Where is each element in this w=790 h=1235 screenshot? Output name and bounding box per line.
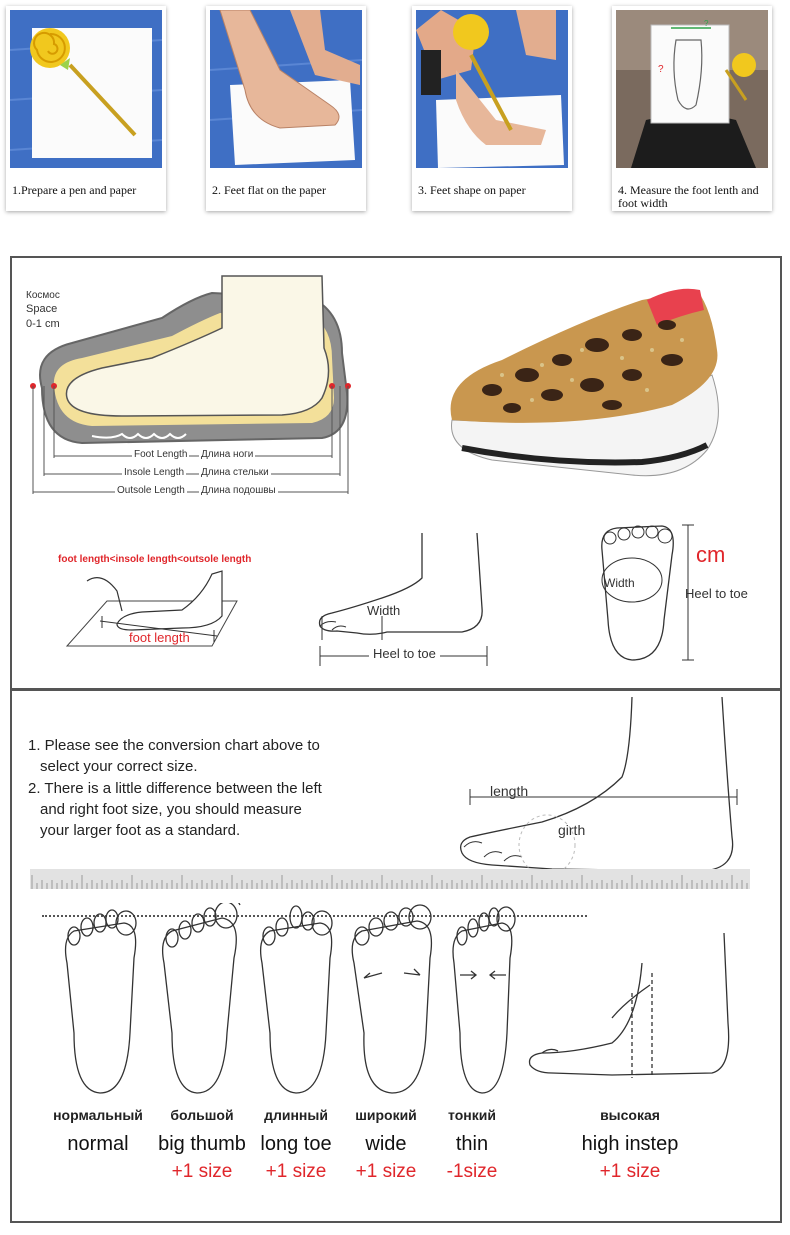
wide-foot-outline xyxy=(352,905,431,1093)
foot-type-en: thin xyxy=(455,1133,489,1155)
instruction-line-2c: your larger foot as a standard. xyxy=(40,822,241,839)
instruction-line-1b: select your correct size. xyxy=(40,758,198,775)
svg-text:?: ? xyxy=(704,19,709,28)
step-photo-1 xyxy=(10,10,162,168)
step-card-3 xyxy=(412,6,572,211)
step-card-4 xyxy=(612,6,772,211)
foot-type-en: wide xyxy=(365,1133,407,1155)
foot-length-label-en: Foot Length xyxy=(134,449,188,460)
width-label-top: Width xyxy=(604,576,635,590)
foot-type-thin xyxy=(412,1107,532,1187)
step-caption-3: 3. Feet shape on paper xyxy=(418,183,526,197)
high-instep-foot-outline xyxy=(530,933,729,1078)
step-caption-1: 1.Prepare a pen and paper xyxy=(12,183,137,197)
step-caption-2: 2. Feet flat on the paper xyxy=(212,183,326,197)
space-label-en: Space xyxy=(26,303,58,315)
long-toe-foot-outline xyxy=(261,903,332,1093)
foot-type-en: high instep xyxy=(581,1133,679,1155)
size-adjustment: -1size xyxy=(446,1161,498,1182)
instruction-line-2b: and right foot size, you should measure xyxy=(40,801,302,818)
size-adjustment: +1 size xyxy=(265,1161,327,1182)
size-adjustment: +1 size xyxy=(599,1161,661,1182)
length-comparison-note: foot length<insole length<outsole length xyxy=(58,554,252,565)
step-photo-3 xyxy=(416,10,568,168)
outsole-length-label-ru: Длина подошвы xyxy=(201,485,276,496)
foot-type-ru: длинный xyxy=(264,1107,328,1123)
svg-text:?: ? xyxy=(658,64,664,75)
foot-type-high-instep xyxy=(560,1107,700,1187)
shoe-cross-section-diagram xyxy=(12,258,372,508)
size-adjustment xyxy=(38,1161,158,1187)
ruler-bar xyxy=(30,869,750,891)
width-label-side: Width xyxy=(367,603,401,618)
foot-type-normal xyxy=(38,1107,158,1187)
big-thumb-foot-outline xyxy=(163,903,240,1093)
foot-type-en: big thumb xyxy=(158,1133,246,1155)
girth-label: girth xyxy=(558,822,586,838)
unit-cm-label: cm xyxy=(696,542,726,567)
insole-length-label-en: Insole Length xyxy=(124,467,185,478)
step-card-2 xyxy=(206,6,366,211)
foot-length-label-ru: Длина ноги xyxy=(201,449,254,460)
thin-foot-outline xyxy=(453,907,515,1093)
insole-length-label-ru: Длина стельки xyxy=(201,467,269,478)
foot-type-en: normal xyxy=(67,1133,129,1155)
step-card-1 xyxy=(6,6,166,211)
foot-type-ru: высокая xyxy=(600,1107,660,1123)
instruction-line-1a: 1. Please see the conversion chart above to xyxy=(28,737,320,754)
heel-to-toe-label-side: Heel to toe xyxy=(369,646,440,661)
foot-type-en: long toe xyxy=(260,1133,332,1155)
length-label: length xyxy=(490,783,529,799)
outsole-length-label-en: Outsole Length xyxy=(117,485,185,496)
size-adjustment: +1 size xyxy=(171,1161,233,1182)
measurement-panel xyxy=(10,256,782,690)
normal-foot-outline xyxy=(66,910,136,1093)
space-range-label: 0-1 cm xyxy=(26,318,60,330)
heel-to-toe-label-top: Heel to toe xyxy=(685,586,748,601)
foot-type-illustrations xyxy=(52,903,752,1098)
size-adjustment: +1 size xyxy=(355,1161,417,1182)
foot-type-ru: нормальный xyxy=(53,1107,143,1123)
instruction-line-2a: 2. There is a little difference between the left xyxy=(28,780,322,797)
leopard-sneaker-image xyxy=(432,280,732,480)
step-caption-4: 4. Measure the foot lenth and foot width xyxy=(618,183,759,210)
step-photo-2 xyxy=(210,10,362,168)
foot-type-panel xyxy=(10,689,782,1223)
space-label-ru: Космос xyxy=(26,290,60,301)
foot-type-ru: широкий xyxy=(355,1107,417,1123)
foot-length-label: foot length xyxy=(129,630,190,645)
step-photo-4 xyxy=(616,10,768,168)
foot-type-ru: большой xyxy=(170,1107,234,1123)
foot-type-ru: тонкий xyxy=(448,1107,496,1123)
